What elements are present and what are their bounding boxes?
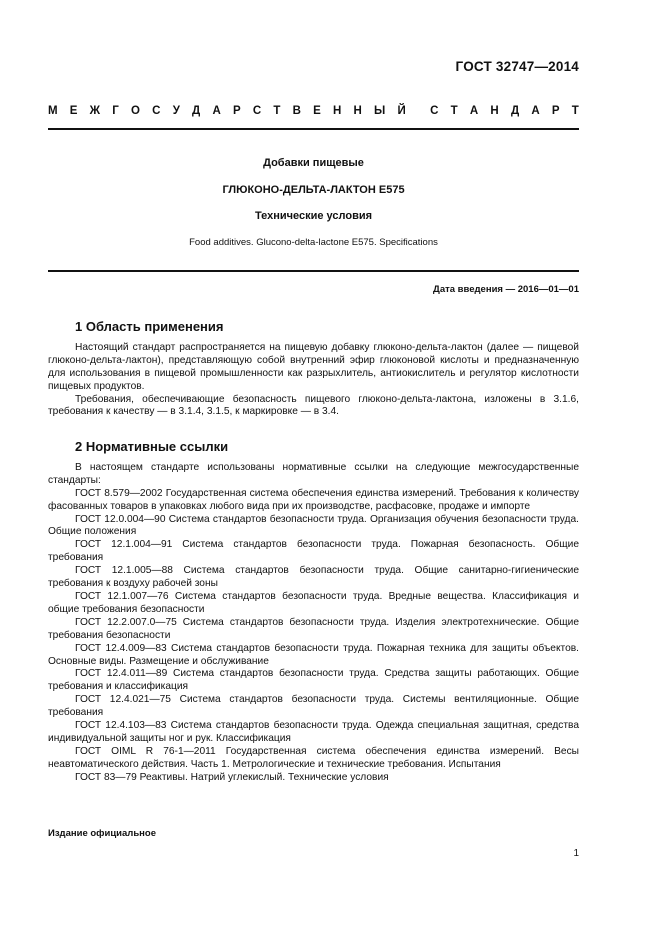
- reference-item: ГОСТ 12.1.007—76 Система стандартов безопасности труда. Вредные вещества. Классификация и общие требования безопасности: [48, 590, 579, 615]
- banner-letter: М: [48, 105, 58, 117]
- official-edition-label: Издание официальное: [48, 828, 156, 839]
- banner-letter: Е: [313, 105, 321, 117]
- section-scope: [48, 321, 579, 419]
- title-line-2: ГЛЮКОНО-ДЕЛЬТА-ЛАКТОН Е575: [222, 184, 405, 196]
- reference-item: ГОСТ 12.4.021—75 Система стандартов безопасности труда. Системы вентиляционные. Общие требования: [48, 694, 579, 719]
- introduction-date: Дата введения — 2016—01—01: [433, 284, 579, 295]
- banner-letter: Д: [192, 105, 201, 117]
- banner-letter: С: [152, 105, 161, 117]
- title-line-1: Добавки пищевые: [263, 157, 364, 169]
- reference-item: ГОСТ 12.4.009—83 Система стандартов безопасности труда. Пожарная техника для защиты объектов. Основные виды. Размещение и обслуживание: [48, 642, 579, 667]
- title-divider: [48, 270, 579, 272]
- section-heading: 2 Нормативные ссылки: [75, 439, 229, 454]
- paragraph: В настоящем стандарте использованы нормативные ссылки на следующие межгосударственные стандарты:: [48, 461, 579, 486]
- banner-letter: О: [131, 105, 140, 117]
- paragraph: Настоящий стандарт распространяется на пищевую добавку глюконо-дельта-лактон (далее — пищевой глюконо-дельта-лактон), представляющую собой внутренний эфир глюконовой кислоты и предназначенную для использования в пищевой промышленности как разрыхлитель, антиокислитель и регулятор кислотности пищевых продуктов.: [48, 341, 579, 392]
- banner-letter: А: [469, 105, 479, 117]
- banner-letter: Н: [353, 105, 362, 117]
- banner-letter: Т: [571, 105, 579, 117]
- reference-item: ГОСТ 12.1.005—88 Система стандартов безопасности труда. Общие санитарно-гигиенические требования к воздуху рабочей зоны: [48, 565, 579, 590]
- reference-item: ГОСТ 83—79 Реактивы. Натрий углекислый. Технические условия: [75, 771, 389, 783]
- reference-item: ГОСТ 12.4.103—83 Система стандартов безопасности труда. Одежда специальная защитная, средства индивидуальной защиты ног и рук. Классификация: [48, 720, 579, 744]
- top-divider: [48, 128, 579, 130]
- banner-letter: Т: [273, 105, 281, 117]
- banner-letter: С: [430, 105, 439, 117]
- page-number: 1: [573, 848, 579, 859]
- banner-letter: Е: [69, 105, 78, 117]
- banner-letter: Р: [232, 105, 241, 117]
- interstate-standard-banner: [48, 105, 579, 117]
- reference-item: ГОСТ OIML R 76-1—2011 Государственная система обеспечения единства измерений. Весы неавтоматического действия. Часть 1. Метрологические и технические требования. Испытания: [48, 745, 579, 770]
- banner-letter: Ж: [89, 105, 101, 117]
- banner-letter: Н: [332, 105, 342, 117]
- section-heading: 1 Область применения: [75, 319, 224, 334]
- banner-letter: Н: [490, 105, 499, 117]
- banner-letter: Й: [397, 105, 406, 117]
- banner-letter: С: [252, 105, 262, 117]
- title-line-3: Технические условия: [254, 210, 373, 222]
- paragraph: Требования, обеспечивающие безопасность пищевого глюконо-дельта-лактона, изложены в 3.1.6, требования к качеству — в 3.1.4, 3.1.5, к маркировке — в 3.4.: [48, 393, 579, 418]
- banner-letter: Р: [551, 105, 560, 117]
- section-normative-references: [48, 441, 579, 785]
- banner-letter: Д: [510, 105, 520, 117]
- reference-item: ГОСТ 12.0.004—90 Система стандартов безопасности труда. Организация обучения безопасности труда. Общие положения: [48, 513, 579, 538]
- banner-letter: У: [172, 105, 180, 117]
- banner-letter: Г: [112, 105, 119, 117]
- reference-item: ГОСТ 12.1.004—91 Система стандартов безопасности труда. Пожарная безопасность. Общие требования: [48, 539, 579, 564]
- reference-item: ГОСТ 12.4.011—89 Система стандартов безопасности труда. Средства защиты работающих. Общие требования и классификация: [48, 668, 579, 693]
- english-title: Food additives. Glucono-delta-lactone E575. Specifications: [189, 237, 438, 248]
- banner-letter: В: [292, 105, 301, 117]
- document-code: ГОСТ 32747—2014: [455, 59, 579, 74]
- banner-letter: Т: [450, 105, 458, 117]
- reference-item: ГОСТ 8.579—2002 Государственная система обеспечения единства измерений. Требования к количеству фасованных товаров в упаковках любого вида при их производстве, расфасовке, продаже и импорте: [48, 487, 579, 512]
- banner-letter: А: [531, 105, 540, 117]
- banner-letter: А: [212, 105, 221, 117]
- reference-item: ГОСТ 12.2.007.0—75 Система стандартов безопасности труда. Изделия электротехнические. Общие требования безопасности: [48, 616, 579, 641]
- banner-letter: Ы: [374, 105, 386, 117]
